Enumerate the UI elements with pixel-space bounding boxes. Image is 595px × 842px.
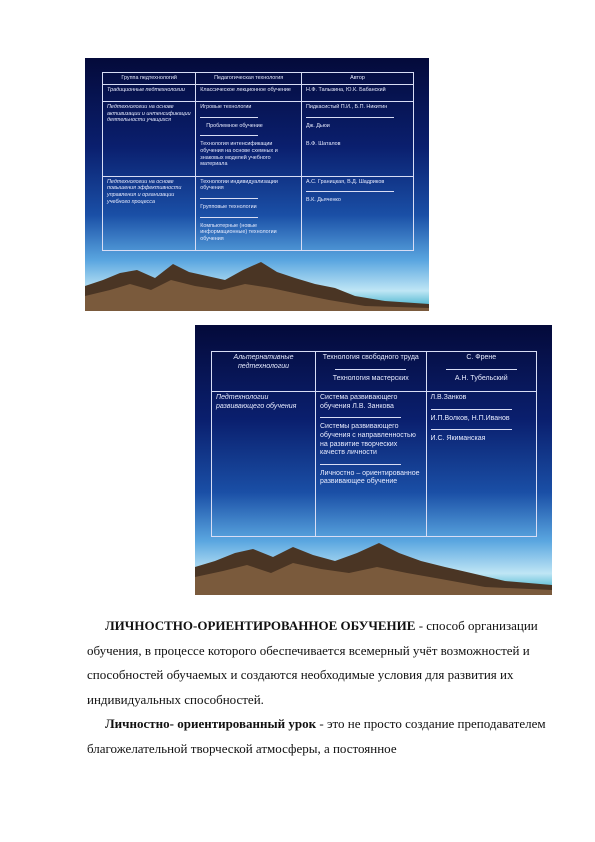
group-cell: Альтернативные педтехнологии	[212, 352, 316, 392]
author-cell: А.С. Границкая, В.Д. Шадриков В.К. Дьяченко	[302, 176, 414, 251]
body-text	[87, 614, 547, 761]
technology-cell: Игровые технологии Проблемное обучение Технология интенсификации обучения на основе схемных и знаковых моделей учебного материала	[196, 102, 302, 177]
column-header: Автор	[302, 73, 414, 85]
table-row	[103, 84, 414, 102]
table-row	[103, 102, 414, 177]
author-cell: Л.В.Занков И.П.Волков, Н.П.Иванов И.С. Якиманская	[426, 392, 537, 537]
author-cell: С. Френе А.Н. Тубельский	[426, 352, 537, 392]
group-cell: Традиционные педтехнологии	[103, 84, 196, 102]
table-row	[103, 176, 414, 251]
group-cell: Педтехнологии развивающего обучения	[212, 392, 316, 537]
technology-cell: Классическое лекционное обучение	[196, 84, 302, 102]
author-cell: Пидкасистый П.И., Б.П. Никитин Дж. Дьюи В.Ф. Шаталов	[302, 102, 414, 177]
technology-cell: Технология свободного труда Технология мастерских	[316, 352, 427, 392]
technology-cell: Система развивающего обучения Л.В. Занкова Системы развивающего обучения с направленностью на развитие творческих качеств личности Личностно – ориентированное развивающее обучение	[316, 392, 427, 537]
paragraph-definition	[87, 614, 547, 712]
column-header: Группа педтехнологий	[103, 73, 196, 85]
author-cell: Н.Ф. Талызина, Ю.К. Бабанский	[302, 84, 414, 102]
pedagogical-technologies-table-2	[211, 351, 537, 537]
term-heading: ЛИЧНОСТНО-ОРИЕНТИРОВАННОЕ ОБУЧЕНИЕ	[105, 618, 416, 633]
definition-text: - это не просто создание преподавателем благожелательной творческой атмосферы, а постоянное	[87, 716, 546, 756]
group-cell: Педтехнологии на основе активизации и интенсификации деятельности учащихся	[103, 102, 196, 177]
table-row	[212, 392, 537, 537]
group-cell: Педтехнологии на основе повышения эффективности управления и организации учебного процесса	[103, 176, 196, 251]
table-row	[212, 352, 537, 392]
slide-image-1	[85, 58, 429, 311]
definition-text: - способ организации обучения, в процессе которого обеспечивается всемерный учёт возможностей и способностей обучаемых и создаются необходимые условия для развития их индивидуальных способностей.	[87, 618, 538, 707]
technology-cell: Технологии индивидуализации обучения Групповые технологии Компьютерные (новые информационные) технологии обучения	[196, 176, 302, 251]
paragraph-lesson	[87, 712, 547, 761]
term-heading: Личностно- ориентированный урок	[105, 716, 317, 731]
slide-image-2	[195, 325, 552, 595]
column-header: Педагогическая технология	[196, 73, 302, 85]
pedagogical-technologies-table-1	[102, 72, 414, 251]
